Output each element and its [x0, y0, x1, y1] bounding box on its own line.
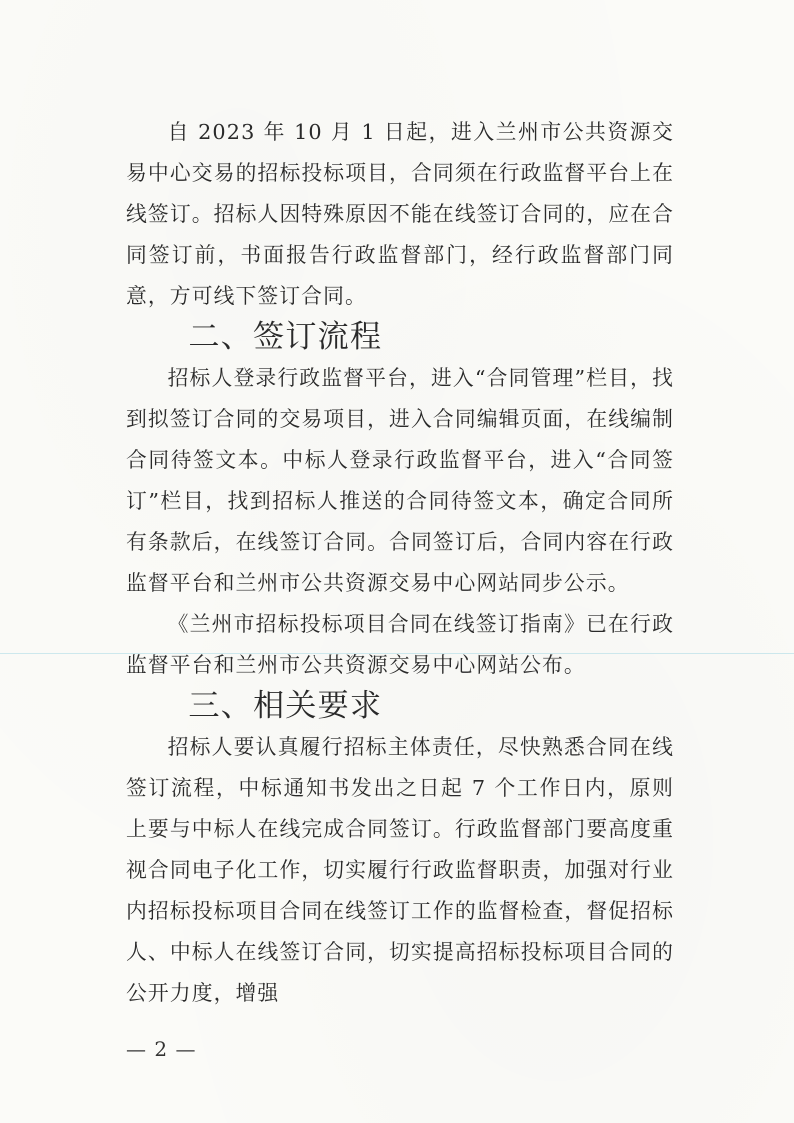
page-number: — 2 — [126, 1037, 197, 1061]
paragraph-related-requirements: 招标人要认真履行招标主体责任，尽快熟悉合同在线签订流程，中标通知书发出之日起 7 个工作日内，原则上要与中标人在线完成合同签订。行政监督部门要高度重视合同电子化工作，切实履行行政监督职责，加强对行业内招标投标项目合同在线签订工作的监督检查，督促招标人、中标人在线签订合同，切实提高招标投标项目合同的公开力度，增强 [126, 735, 674, 1005]
document-body [126, 112, 674, 1014]
paragraph-signing-process: 招标人登录行政监督平台，进入“合同管理”栏目，找到拟签订合同的交易项目，进入合同编辑页面，在线编制合同待签文本。中标人登录行政监督平台，进入“合同签订”栏目，找到招标人推送的合同待签文本，确定合同所有条款后，在线签订合同。合同签订后，合同内容在行政监督平台和兰州市公共资源交易中心网站同步公示。 [126, 366, 674, 595]
section-heading-related-requirements: 三、相关要求 [188, 688, 383, 724]
paragraph-guide-published: 《兰州市招标投标项目合同在线签订指南》已在行政监督平台和兰州市公共资源交易中心网站公布。 [126, 612, 674, 677]
section-heading-signing-process: 二、签订流程 [188, 319, 383, 355]
paragraph-online-signing-requirement: 自 2023 年 10 月 1 日起，进入兰州市公共资源交易中心交易的招标投标项目，合同须在行政监督平台上在线签订。招标人因特殊原因不能在线签订合同的，应在合同签订前，书面报告行政监督部门，经行政监督部门同意，方可线下签订合同。 [126, 120, 674, 308]
